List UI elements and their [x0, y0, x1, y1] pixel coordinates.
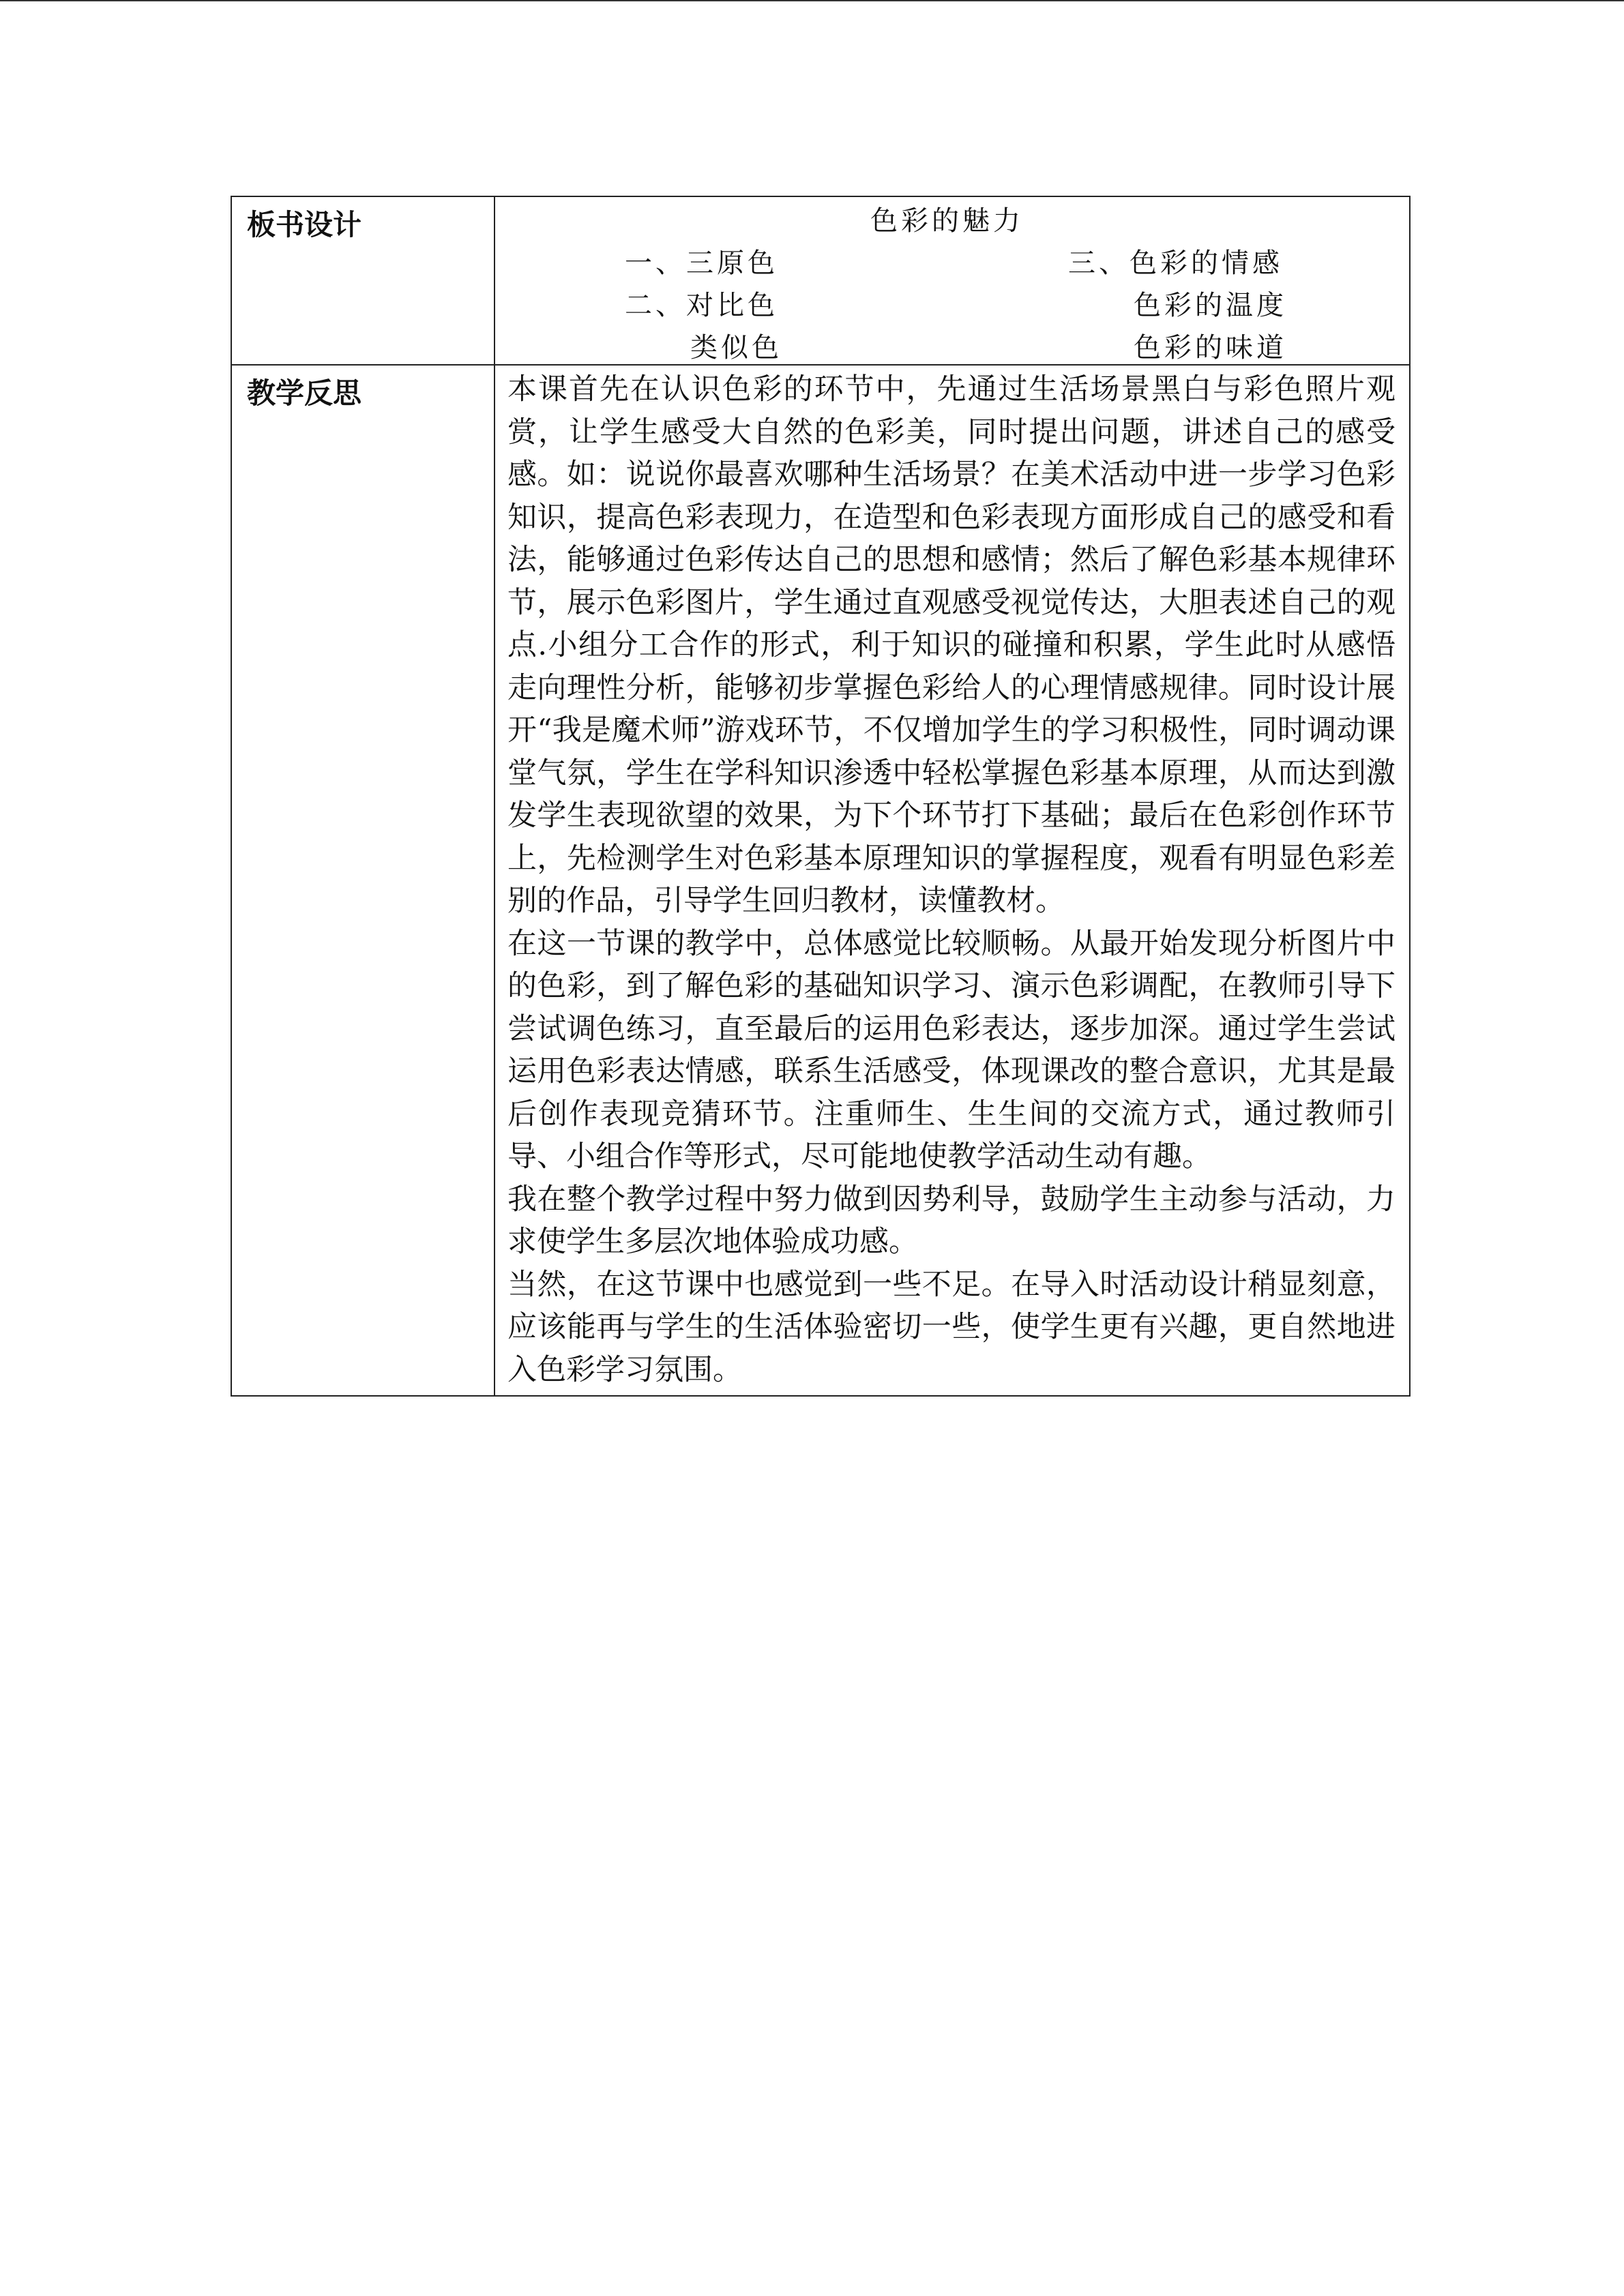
board-item-color-emotion: 三、色彩的情感: [1068, 248, 1283, 279]
reflection-cell: [494, 365, 1410, 1396]
reflection-paragraph: 本课首先在认识色彩的环节中，先通过生活场景黑白与彩色照片观赏，让学生感受大自然的色彩美，同时提出问题，讲述自己的感受感。如：说说你最喜欢哪种生活场景？在美术活动中进一步学习色彩知识，提高色彩表现力，在造型和色彩表现方面形成自己的感受和看法，能够通过色彩传达自己的思想和感情；然后了解色彩基本规律环节，展示色彩图片，学生通过直观感受视觉传达，大胆表述自己的观点.小组分工合作的形式，利于知识的碰撞和积累，学生此时从感悟走向理性分析，能够初步掌握色彩给人的心理情感规律。同时设计展开“我是魔术师”游戏环节，不仅增加学生的学习积极性，同时调动课堂气氛，学生在学科知识渗透中轻松掌握色彩基本原理，从而达到激发学生表现欲望的效果，为下个环节打下基础；最后在色彩创作环节上，先检测学生对色彩基本原理知识的掌握程度，观看有明显色彩差别的作品，引导学生回归教材，读懂教材。: [507, 372, 1396, 918]
table-row-board-design: [231, 196, 1410, 365]
lesson-plan-table: [231, 196, 1411, 1397]
board-item-similar-colors: 类似色: [690, 332, 782, 363]
reflection-paragraph: 我在整个教学过程中努力做到因势利导，鼓励学生主动参与活动，力求使学生多层次地体验成功感。: [507, 1182, 1396, 1259]
board-item-contrast-colors: 二、对比色: [625, 290, 778, 321]
board-item-color-taste: 色彩的味道: [1134, 332, 1287, 363]
page-top-edge: [0, 0, 1624, 1]
board-item-primary-colors: 一、三原色: [625, 248, 778, 279]
row-label: 教学反思: [231, 365, 494, 1396]
row-label: 板书设计: [231, 196, 494, 365]
board-design: [495, 197, 1409, 364]
board-design-cell: [494, 196, 1410, 365]
table-row-teaching-reflection: [231, 365, 1410, 1396]
board-item-color-temperature: 色彩的温度: [1134, 290, 1287, 321]
reflection-paragraph: 在这一节课的教学中，总体感觉比较顺畅。从最开始发现分析图片中的色彩，到了解色彩的基础知识学习、演示色彩调配，在教师引导下尝试调色练习，直至最后的运用色彩表达，逐步加深。通过学生尝试运用色彩表达情感，联系生活感受，体现课改的整合意识，尤其是最后创作表现竞猜环节。注重师生、生生间的交流方式，通过教师引导、小组合作等形式，尽可能地使教学活动生动有趣。: [507, 926, 1396, 1174]
board-title: 色彩的魅力: [870, 205, 1024, 237]
teaching-reflection-text: [495, 366, 1409, 1395]
reflection-paragraph: 当然，在这节课中也感觉到一些不足。在导入时活动设计稍显刻意，应该能再与学生的生活体验密切一些，使学生更有兴趣，更自然地进入色彩学习氛围。: [507, 1267, 1396, 1387]
